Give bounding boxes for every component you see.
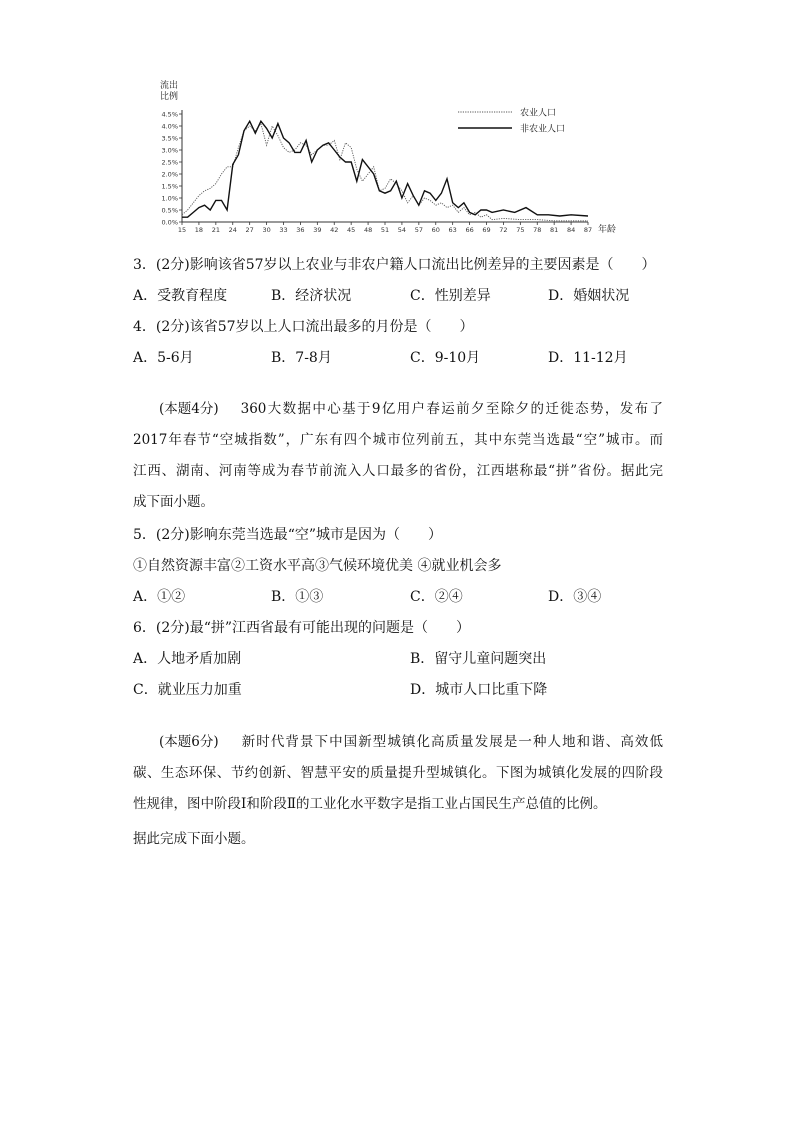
q4-option-c[interactable]: C．9-10月 xyxy=(410,350,481,366)
x-tick-label: 27 xyxy=(245,226,254,234)
x-tick-label: 48 xyxy=(363,226,373,234)
q6-option-c[interactable]: C．就业压力加重 xyxy=(133,682,242,698)
y-tick-label: 4.5% xyxy=(161,110,178,119)
q3-option-a[interactable]: A．受教育程度 xyxy=(133,288,228,304)
q5-option-d[interactable]: D．③④ xyxy=(548,589,602,605)
x-tick-label: 33 xyxy=(279,226,288,234)
q3-option-b[interactable]: B．经济状况 xyxy=(271,288,352,304)
x-tick-label: 45 xyxy=(347,226,356,234)
q4-stem: 4．(2分)该省57岁以上人口流出最多的月份是（ ） xyxy=(133,319,474,335)
x-tick-label: 54 xyxy=(397,226,407,234)
x-tick-label: 39 xyxy=(313,226,322,234)
passage-2-line-2: 碳、生态环保、节约创新、智慧平安的质量提升型城镇化。下图为城镇化发展的四阶段 xyxy=(133,765,663,781)
passage-1-line-3: 江西、湖南、河南等成为春节前流入人口最多的省份，江西堪称最“拼”省份。据此完 xyxy=(133,463,663,479)
x-tick-label: 72 xyxy=(499,226,508,234)
q6-option-d[interactable]: D．城市人口比重下降 xyxy=(410,682,548,698)
passage-1 xyxy=(133,394,663,518)
x-tick-label: 60 xyxy=(431,226,440,234)
y-tick-label: 1.5% xyxy=(161,182,178,191)
y-tick-label: 2.5% xyxy=(161,158,178,167)
chart-svg xyxy=(150,72,620,242)
q3-option-c[interactable]: C．性别差异 xyxy=(410,288,491,304)
q5-stem: 5．(2分)影响东莞当选最“空”城市是因为（ ） xyxy=(133,527,443,543)
x-tick-label: 57 xyxy=(414,226,423,234)
passage-1-line-4: 成下面小题。 xyxy=(133,494,214,510)
y-axis-label-line-2: 比例 xyxy=(160,92,179,102)
y-tick-label: 3.5% xyxy=(161,134,178,143)
x-tick-label: 42 xyxy=(330,226,339,234)
x-tick-label: 66 xyxy=(465,226,474,234)
legend-label-2: 非农业人口 xyxy=(520,124,566,135)
passage-2-tag: (本题6分) xyxy=(159,734,219,750)
x-tick-label: 21 xyxy=(211,226,220,234)
x-tick-label: 75 xyxy=(516,226,525,234)
q5-option-a[interactable]: A．①② xyxy=(133,589,186,605)
y-tick-label: 2.0% xyxy=(161,170,178,179)
q6-option-b[interactable]: B．留守儿童问题突出 xyxy=(410,651,547,667)
q5-statements: ①自然资源丰富②工资水平高③气候环境优美 ④就业机会多 xyxy=(133,558,502,574)
x-tick-label: 30 xyxy=(262,226,271,234)
passage-1-line-1: (本题4分) 360大数据中心基于9亿用户春运前夕至除夕的迁徙态势，发布了 xyxy=(133,394,663,425)
population-outflow-chart xyxy=(150,72,620,242)
legend-label-1: 农业人口 xyxy=(520,108,557,119)
y-tick-label: 1.0% xyxy=(161,194,178,203)
q5-option-b[interactable]: B．①③ xyxy=(271,589,324,605)
q6-stem: 6．(2分)最“拼”江西省最有可能出现的问题是（ ） xyxy=(133,620,471,636)
passage-2-line-1: (本题6分) 新时代背景下中国新型城镇化高质量发展是一种人地和谐、高效低 xyxy=(133,727,663,758)
x-tick-label: 84 xyxy=(566,226,576,234)
passage-2-line-3: 性规律，图中阶段Ⅰ和阶段Ⅱ的工业化水平数字是指工业占国民生产总值的比例。 xyxy=(133,796,607,812)
q4-option-a[interactable]: A．5-6月 xyxy=(133,350,194,366)
x-tick-label: 78 xyxy=(533,226,542,234)
x-tick-label: 69 xyxy=(482,226,491,234)
q3-option-d[interactable]: D．婚姻状况 xyxy=(548,288,630,304)
x-axis-label: 年龄 xyxy=(598,225,617,235)
q5-option-c[interactable]: C．②④ xyxy=(410,589,463,605)
passage-1-tag: (本题4分) xyxy=(159,401,219,417)
x-tick-label: 24 xyxy=(228,226,237,234)
q6-option-a[interactable]: A．人地矛盾加剧 xyxy=(133,651,242,667)
y-tick-label: 4.0% xyxy=(161,122,178,131)
q4-option-d[interactable]: D．11-12月 xyxy=(548,350,628,366)
x-tick-label: 81 xyxy=(550,226,559,234)
x-tick-label: 51 xyxy=(380,226,390,234)
x-tick-label: 18 xyxy=(194,226,204,234)
passage-1-line-2: 2017年春节“空城指数”，广东有四个城市位列前五，其中东莞当选最“空”城市。而 xyxy=(133,432,663,448)
y-tick-label: 3.0% xyxy=(161,146,178,155)
x-tick-label: 15 xyxy=(177,226,187,234)
y-tick-label: 0.5% xyxy=(161,206,178,215)
passage-2 xyxy=(133,727,663,820)
passage-2-tail: 据此完成下面小题。 xyxy=(133,831,255,847)
q3-stem: 3．(2分)影响该省57岁以上农业与非农户籍人口流出比例差异的主要因素是（ ） xyxy=(133,257,656,273)
x-tick-label: 63 xyxy=(448,226,457,234)
q4-option-b[interactable]: B．7-8月 xyxy=(271,350,332,366)
x-tick-label: 87 xyxy=(583,226,593,234)
x-tick-label: 36 xyxy=(296,226,305,234)
y-axis-label-line-1: 流出 xyxy=(160,81,179,91)
y-tick-label: 0.0% xyxy=(161,218,178,227)
series-line-2 xyxy=(182,121,588,217)
